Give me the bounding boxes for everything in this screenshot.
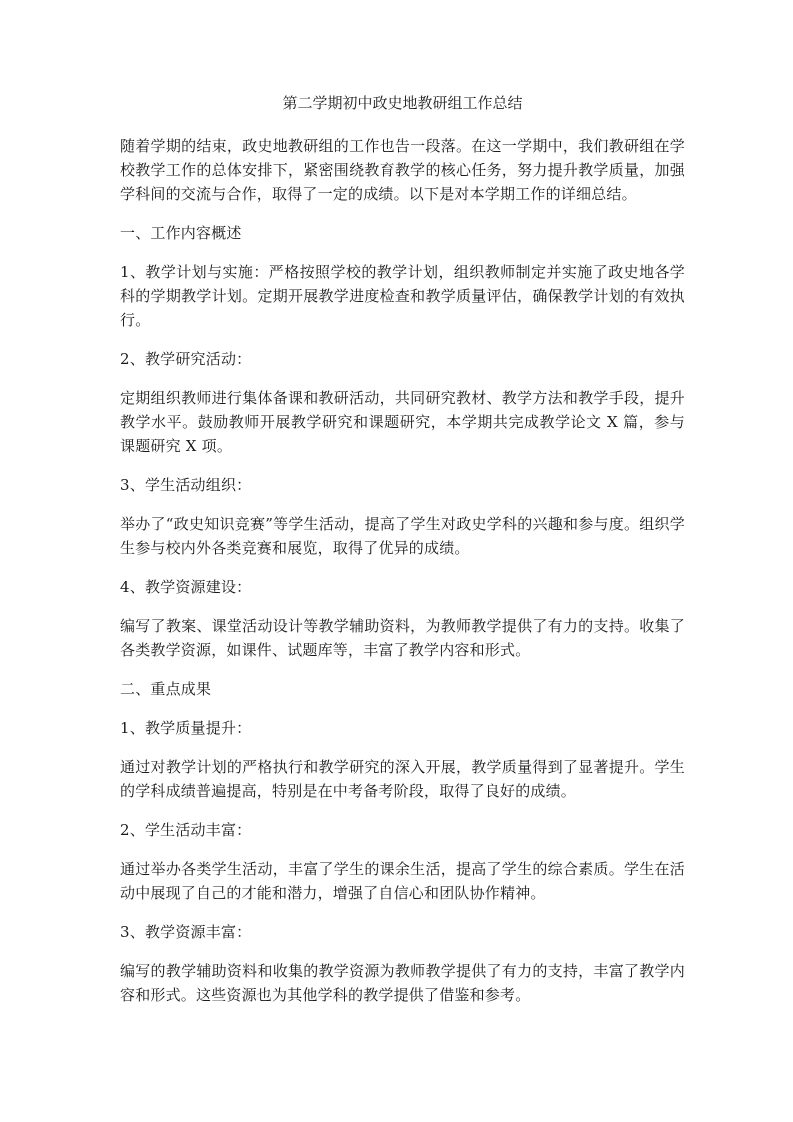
subheading-resources-rich: 3、教学资源丰富：: [120, 923, 252, 941]
paragraph-resources-rich: 编写的教学辅助资料和收集的教学资源为教师教学提供了有力的支持，丰富了教学内容和形式。这些资源也为其他学科的教学提供了借鉴和参考。: [120, 962, 685, 1004]
section-heading-achievements: 二、重点成果: [120, 680, 212, 698]
subheading-resources: 4、教学资源建设：: [120, 578, 252, 596]
paragraph-resources: 编写了教案、课堂活动设计等教学辅助资料，为教师教学提供了有力的支持。收集了各类教学资源，如课件、试题库等，丰富了教学内容和形式。: [120, 617, 685, 659]
paragraph-teaching-plan: 1、教学计划与实施：严格按照学校的教学计划，组织教师制定并实施了政史地各学科的学期教学计划。定期开展教学进度检查和教学质量评估，确保教学计划的有效执行。: [120, 263, 685, 329]
intro-paragraph: 随着学期的结束，政史地教研组的工作也告一段落。在这一学期中，我们教研组在学校教学工作的总体安排下，紧密围绕教育教学的核心任务，努力提升教学质量，加强学科间的交流与合作，取得了一定的成绩。以下是对本学期工作的详细总结。: [120, 137, 685, 203]
document-title: 第二学期初中政史地教研组工作总结: [282, 94, 523, 112]
document-page: [120, 92, 685, 1022]
paragraph-student-activities: 举办了“政史知识竞赛”等学生活动，提高了学生对政史学科的兴趣和参与度。组织学生参与校内外各类竞赛和展览，取得了优异的成绩。: [120, 515, 685, 557]
subheading-activities-rich: 2、学生活动丰富：: [120, 821, 252, 839]
subheading-quality: 1、教学质量提升：: [120, 719, 252, 737]
subheading-research: 2、教学研究活动：: [120, 350, 252, 368]
paragraph-research: 定期组织教师进行集体备课和教研活动，共同研究教材、教学方法和教学手段，提升教学水平。鼓励教师开展教学研究和课题研究，本学期共完成教学论文 X 篇，参与课题研究 X 项。: [120, 389, 685, 455]
subheading-student-activities: 3、学生活动组织：: [120, 476, 252, 494]
paragraph-activities-rich: 通过举办各类学生活动，丰富了学生的课余生活，提高了学生的综合素质。学生在活动中展现了自己的才能和潜力，增强了自信心和团队协作精神。: [120, 860, 685, 902]
paragraph-quality: 通过对教学计划的严格执行和教学研究的深入开展，教学质量得到了显著提升。学生的学科成绩普遍提高，特别是在中考备考阶段，取得了良好的成绩。: [120, 758, 685, 800]
section-heading-overview: 一、工作内容概述: [120, 224, 242, 242]
